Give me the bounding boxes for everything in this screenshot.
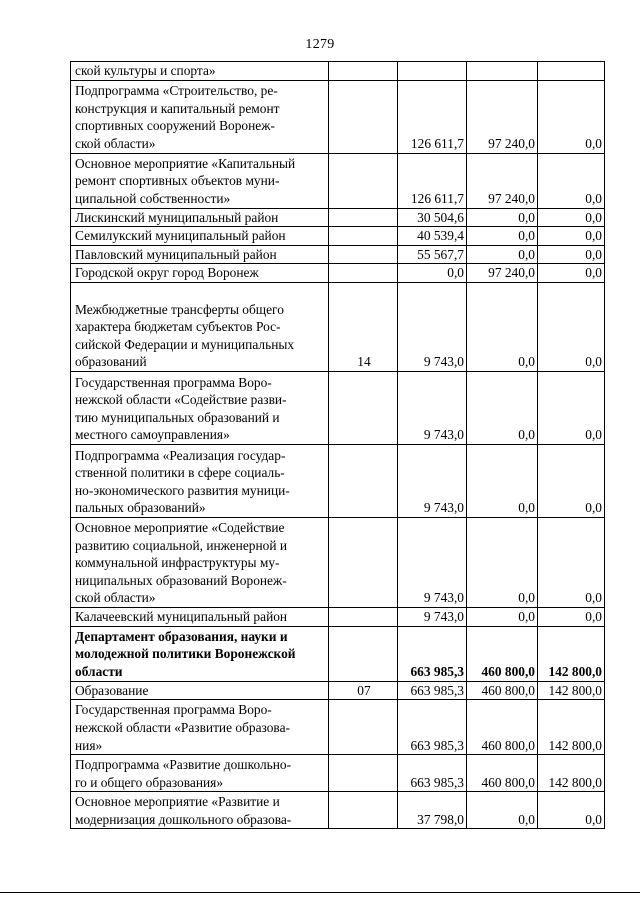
row-value-2-cell: 0,0 — [467, 227, 538, 246]
row-name-cell: ской культуры и спорта» — [71, 62, 329, 81]
row-code-cell — [329, 80, 398, 153]
row-value-1-cell: 40 539,4 — [398, 227, 467, 246]
row-value-1-cell: 55 567,7 — [398, 245, 467, 264]
row-value-2-cell: 97 240,0 — [467, 80, 538, 153]
table-row — [71, 245, 605, 264]
row-value-3-cell — [538, 62, 605, 81]
table-row — [71, 208, 605, 227]
row-value-2-cell: 0,0 — [467, 245, 538, 264]
row-value-2-cell: 97 240,0 — [467, 153, 538, 208]
row-name-cell: Департамент образования, науки и молодежной политики Воронежской области — [71, 626, 329, 681]
row-value-2-cell: 97 240,0 — [467, 264, 538, 283]
row-code-cell: 14 — [329, 282, 398, 371]
row-value-2-cell: 460 800,0 — [467, 626, 538, 681]
row-name-cell: Образование — [71, 681, 329, 700]
row-code-cell — [329, 153, 398, 208]
row-value-3-cell: 142 800,0 — [538, 755, 605, 792]
row-code-cell — [329, 208, 398, 227]
row-value-2-cell: 460 800,0 — [467, 681, 538, 700]
table-row — [71, 444, 605, 517]
row-name-cell: Павловский муниципальный район — [71, 245, 329, 264]
row-value-1-cell: 663 985,3 — [398, 626, 467, 681]
row-name-cell: Межбюджетные трансферты общего характера бюджетам субъектов Рос- сийской Федерации и муниципальных образований — [71, 282, 329, 371]
row-value-1-cell: 126 611,7 — [398, 80, 467, 153]
table-row — [71, 755, 605, 792]
row-value-1-cell: 0,0 — [398, 264, 467, 283]
row-code-cell — [329, 755, 398, 792]
row-value-3-cell: 142 800,0 — [538, 681, 605, 700]
row-value-1-cell: 30 504,6 — [398, 208, 467, 227]
row-name-cell: Государственная программа Воро- нежской области «Содействие разви- тию муниципальных образований и местного самоуправления» — [71, 371, 329, 444]
row-value-1-cell: 126 611,7 — [398, 153, 467, 208]
table-row — [71, 681, 605, 700]
row-name-cell: Городской округ город Воронеж — [71, 264, 329, 283]
row-name-cell: Государственная программа Воро- нежской области «Развитие образова- ния» — [71, 700, 329, 755]
footer-divider — [0, 892, 640, 893]
row-value-1-cell: 9 743,0 — [398, 371, 467, 444]
row-value-1-cell: 663 985,3 — [398, 681, 467, 700]
row-value-1-cell: 37 798,0 — [398, 792, 467, 829]
row-value-3-cell: 0,0 — [538, 444, 605, 517]
row-code-cell — [329, 62, 398, 81]
row-value-1-cell: 663 985,3 — [398, 700, 467, 755]
table-row — [71, 607, 605, 626]
page-number: 1279 — [305, 37, 335, 52]
row-value-3-cell: 0,0 — [538, 227, 605, 246]
row-value-3-cell: 0,0 — [538, 282, 605, 371]
row-value-3-cell: 0,0 — [538, 517, 605, 607]
row-value-1-cell: 663 985,3 — [398, 755, 467, 792]
row-code-cell — [329, 517, 398, 607]
table-row — [71, 153, 605, 208]
row-name-cell: Основное мероприятие «Развитие и модернизация дошкольного образова- — [71, 792, 329, 829]
budget-table — [70, 61, 605, 829]
row-code-cell — [329, 444, 398, 517]
row-value-2-cell: 0,0 — [467, 282, 538, 371]
row-value-3-cell: 0,0 — [538, 208, 605, 227]
row-value-2-cell: 0,0 — [467, 517, 538, 607]
row-value-1-cell: 9 743,0 — [398, 444, 467, 517]
row-value-1-cell: 9 743,0 — [398, 517, 467, 607]
table-row — [71, 626, 605, 681]
row-value-1-cell: 9 743,0 — [398, 607, 467, 626]
row-value-2-cell — [467, 62, 538, 81]
row-value-2-cell: 460 800,0 — [467, 700, 538, 755]
table-row — [71, 264, 605, 283]
table-body — [71, 62, 605, 829]
row-name-cell: Лискинский муниципальный район — [71, 208, 329, 227]
row-value-2-cell: 0,0 — [467, 607, 538, 626]
row-name-cell: Семилукский муниципальный район — [71, 227, 329, 246]
table-row — [71, 700, 605, 755]
row-name-cell: Подпрограмма «Развитие дошкольно- го и общего образования» — [71, 755, 329, 792]
row-code-cell — [329, 227, 398, 246]
row-value-3-cell: 0,0 — [538, 153, 605, 208]
row-code-cell — [329, 792, 398, 829]
row-code-cell — [329, 264, 398, 283]
row-value-2-cell: 460 800,0 — [467, 755, 538, 792]
row-name-cell: Основное мероприятие «Капитальный ремонт спортивных объектов муни- ципальной собственности» — [71, 153, 329, 208]
row-name-cell: Подпрограмма «Реализация государ- ственной политики в сфере социаль- но-экономического развития муници- пальных образований» — [71, 444, 329, 517]
row-code-cell — [329, 700, 398, 755]
row-value-3-cell: 0,0 — [538, 245, 605, 264]
row-code-cell — [329, 371, 398, 444]
table-row — [71, 227, 605, 246]
row-value-3-cell: 0,0 — [538, 80, 605, 153]
row-code-cell: 07 — [329, 681, 398, 700]
table-row — [71, 282, 605, 371]
row-value-1-cell — [398, 62, 467, 81]
row-value-2-cell: 0,0 — [467, 792, 538, 829]
table-row — [71, 792, 605, 829]
row-name-cell: Калачеевский муниципальный район — [71, 607, 329, 626]
row-value-2-cell: 0,0 — [467, 371, 538, 444]
table-row — [71, 62, 605, 81]
table-row — [71, 80, 605, 153]
row-value-3-cell: 0,0 — [538, 792, 605, 829]
row-value-3-cell: 142 800,0 — [538, 700, 605, 755]
row-value-2-cell: 0,0 — [467, 444, 538, 517]
row-value-3-cell: 0,0 — [538, 264, 605, 283]
row-value-3-cell: 142 800,0 — [538, 626, 605, 681]
row-code-cell — [329, 626, 398, 681]
row-value-2-cell: 0,0 — [467, 208, 538, 227]
row-code-cell — [329, 245, 398, 264]
table-row — [71, 517, 605, 607]
row-value-3-cell: 0,0 — [538, 371, 605, 444]
table-row — [71, 371, 605, 444]
row-value-1-cell: 9 743,0 — [398, 282, 467, 371]
row-value-3-cell: 0,0 — [538, 607, 605, 626]
row-code-cell — [329, 607, 398, 626]
row-name-cell: Подпрограмма «Строительство, ре- конструкция и капитальный ремонт спортивных сооружений Воронеж- ской области» — [71, 80, 329, 153]
row-name-cell: Основное мероприятие «Содействие развитию социальной, инженерной и коммунальной инфраструктуры му- ниципальных образований Воронеж- ской области» — [71, 517, 329, 607]
